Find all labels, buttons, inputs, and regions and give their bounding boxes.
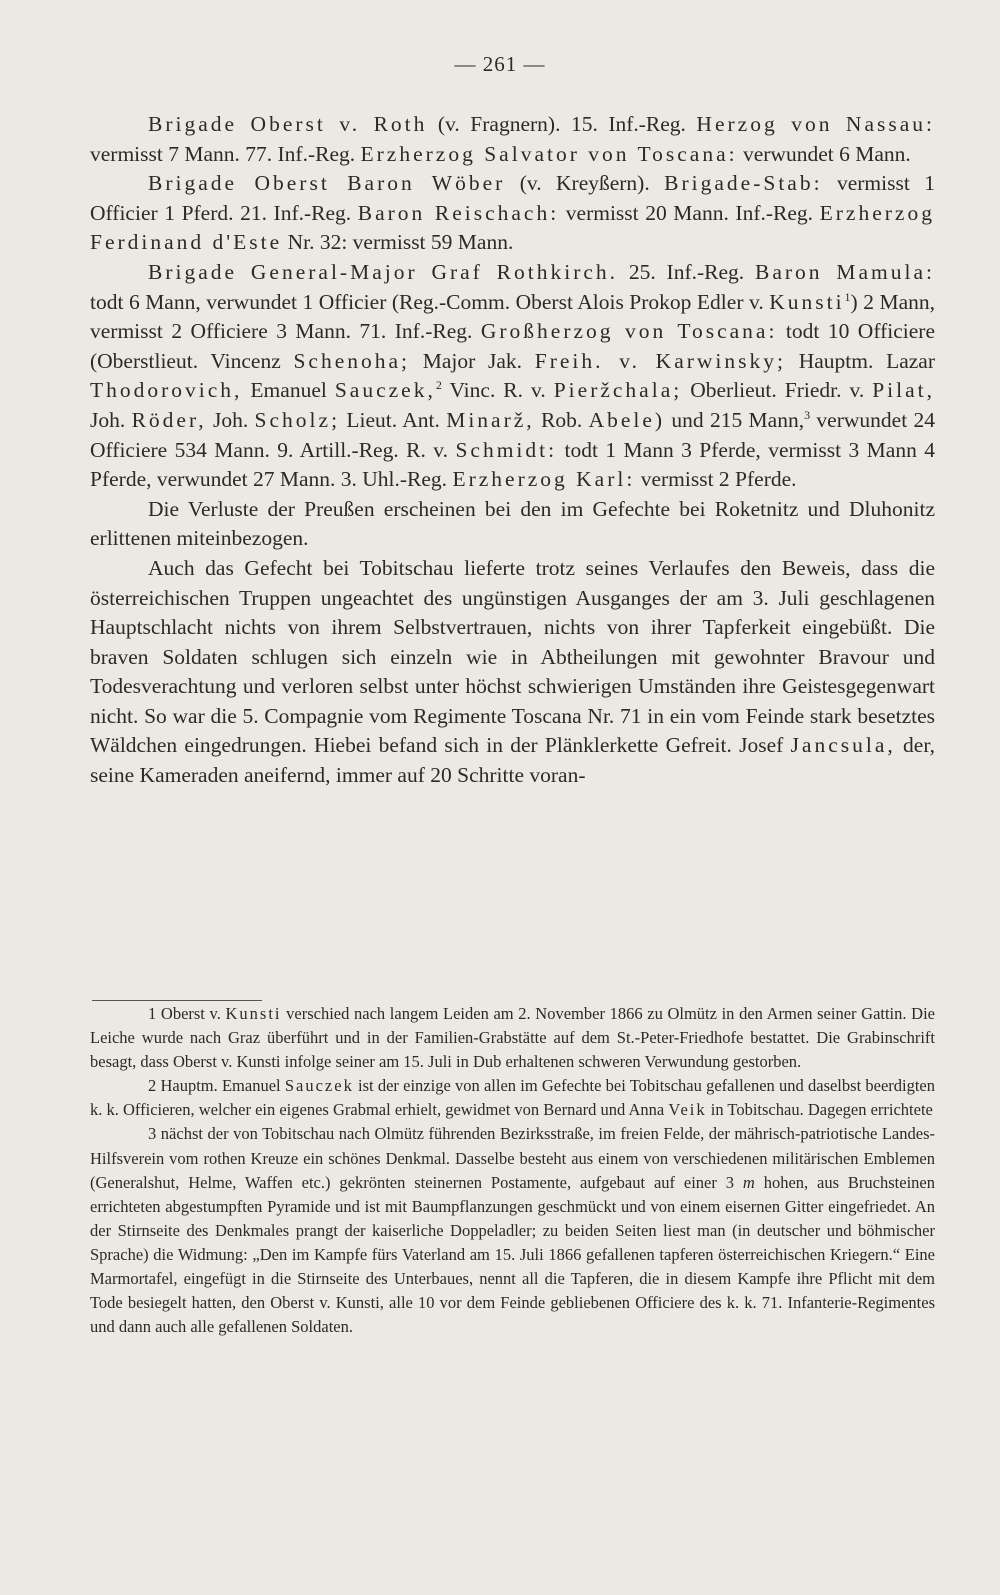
footnote-3: 3 nächst der von Tobitschau nach Olmütz führenden Bezirksstraße, im freien Felde, der mährisch-patriotische Landes-Hilfsverein vom rothen Kreuze ein schönes Denkmal. Dasselbe besteht aus einem von verschiedenen militärischen Emblemen (Generalshut, Helme, Waffen etc.) gekrönten steinernen Postamente, aufgebaut auf einer 3 m hohen, aus Bruchsteinen errichteten abgestumpften Pyramide und ist mit Baumpflanzungen geschmückt und von einem eisernen Gitter eingefriedet. An der Stirnseite des Denkmales prangt der kaiserliche Doppeladler; zu beiden Seiten liest man (in deutscher und böhmischer Sprache) die Widmung: „Den im Kampfe fürs Vaterland am 15. Juli 1866 gefallenen tapferen österreichischen Kriegern.“ Eine Marmortafel, eingefügt in die Stirnseite des Unterbaues, nennt all die Tapferen, die in diesem Kampfe ihre Pflicht mit dem Tode besiegelt hatten, den Oberst v. Kunsti, alle 10 vor dem Feinde gebliebenen Officiere des k. k. 71. Infanterie-Regimentes und dann auch alle gefallenen Soldaten. <box>90 1124 935 1337</box>
footnotes <box>90 1002 935 1339</box>
main-text <box>90 110 935 791</box>
page-number: — 261 — <box>454 52 546 76</box>
footnote-ref-1: 1 <box>844 289 851 304</box>
paragraph-brigade-woeber: Brigade Oberst Baron Wöber (v. Kreyßern). Brigade-Stab: vermisst 1 Officier 1 Pferd. 21. Inf.-Reg. Baron Reischach: vermisst 20 Mann. Inf.-Reg. Erzherzog Ferdinand d'Este Nr. 32: vermisst 59 Mann. <box>90 171 936 255</box>
paragraph-tobitschau: Auch das Gefecht bei Tobitschau lieferte trotz seines Verlaufes den Beweis, dass die österreichischen Truppen ungeachtet des ungünstigen Ausganges der am 3. Juli geschlagenen Hauptschlacht nichts von ihrem Selbstvertrauen, nichts von ihrer Tapferkeit eingebüßt. Die braven Soldaten schlugen sich einzeln wie in Abtheilungen mit gewohnter Bravour und Todesverachtung und verloren selbst unter höchst schwierigen Umständen ihre Geistesgegenwart nicht. So war die 5. Compagnie vom Regimente Toscana Nr. 71 in ein vom Feinde stark besetztes Wäldchen eingedrungen. Hiebei befand sich in der Plänklerkette Gefreit. Josef Jancsula, der, seine Kameraden aneifernd, immer auf 20 Schritte voran- <box>90 555 936 788</box>
footnote-1: 1 Oberst v. Kunsti verschied nach langem Leiden am 2. November 1866 zu Olmütz in den Armen seiner Gattin. Die Leiche wurde nach Graz überführt und in der Familien-Grabstätte auf dem St.-Peter-Friedhofe bestattet. Die Grabinschrift besagt, dass Oberst v. Kunsti infolge seiner am 15. Juli in Dub erhaltenen schweren Verwundung gestorben. <box>90 1004 935 1072</box>
footnote-ref-3: 3 <box>804 407 811 422</box>
footnote-ref-2: 2 <box>435 378 442 393</box>
footnote-2: 2 Hauptm. Emanuel Sauczek ist der einzige von allen im Gefechte bei Tobitschau gefallenen und daselbst beerdigten k. k. Officieren, welcher ein eigenes Grabmal erhielt, gewidmet von Bernard und Anna Veik in Tobitschau. Dagegen errichtete <box>90 1076 935 1120</box>
paragraph-prussian-losses: Die Verluste der Preußen erscheinen bei den im Gefechte bei Roketnitz und Dluhonitz erlittenen miteinbezogen. <box>90 496 935 551</box>
paragraph-brigade-rothkirch: Brigade General-Major Graf Rothkirch. 25. Inf.-Reg. Baron Mamula: todt 6 Mann, verwundet 1 Officier (Reg.-Comm. Oberst Alois Prokop Edler v. Kunsti$^1$) 2 Mann, vermisst 2 Officiere 3 Mann. 71. Inf.-Reg. Großherzog von Toscana: todt 10 Officiere (Oberstlieut. Vincenz Schenoha; Major Jak. Freih. v. Karwinsky; Hauptm. Lazar Thodorovich, Emanuel Sauczek,$^2$ Vinc. R. v. Pieržchala; Oberlieut. Friedr. v. Pilat, Joh. Röder, Joh. Scholz; Lieut. Ant. Minarž, Rob. Abele) und 215 Mann,$^3$ verwundet 24 Officiere 534 Mann. 9. Artill.-Reg. R. v. Schmidt: todt 1 Mann 3 Pferde, vermisst 3 Mann 4 Pferde, verwundet 27 Mann. 3. Uhl.-Reg. Erzherzog Karl: vermisst 2 Pferde. <box>90 259 935 492</box>
footnote-divider <box>92 1000 262 1001</box>
paragraph-brigade-roth: Brigade Oberst v. Roth (v. Fragnern). 15. Inf.-Reg. Herzog von Nassau: vermisst 7 Mann. 77. Inf.-Reg. Erzherzog Salvator von Toscana: verwundet 6 Mann. <box>90 112 936 166</box>
